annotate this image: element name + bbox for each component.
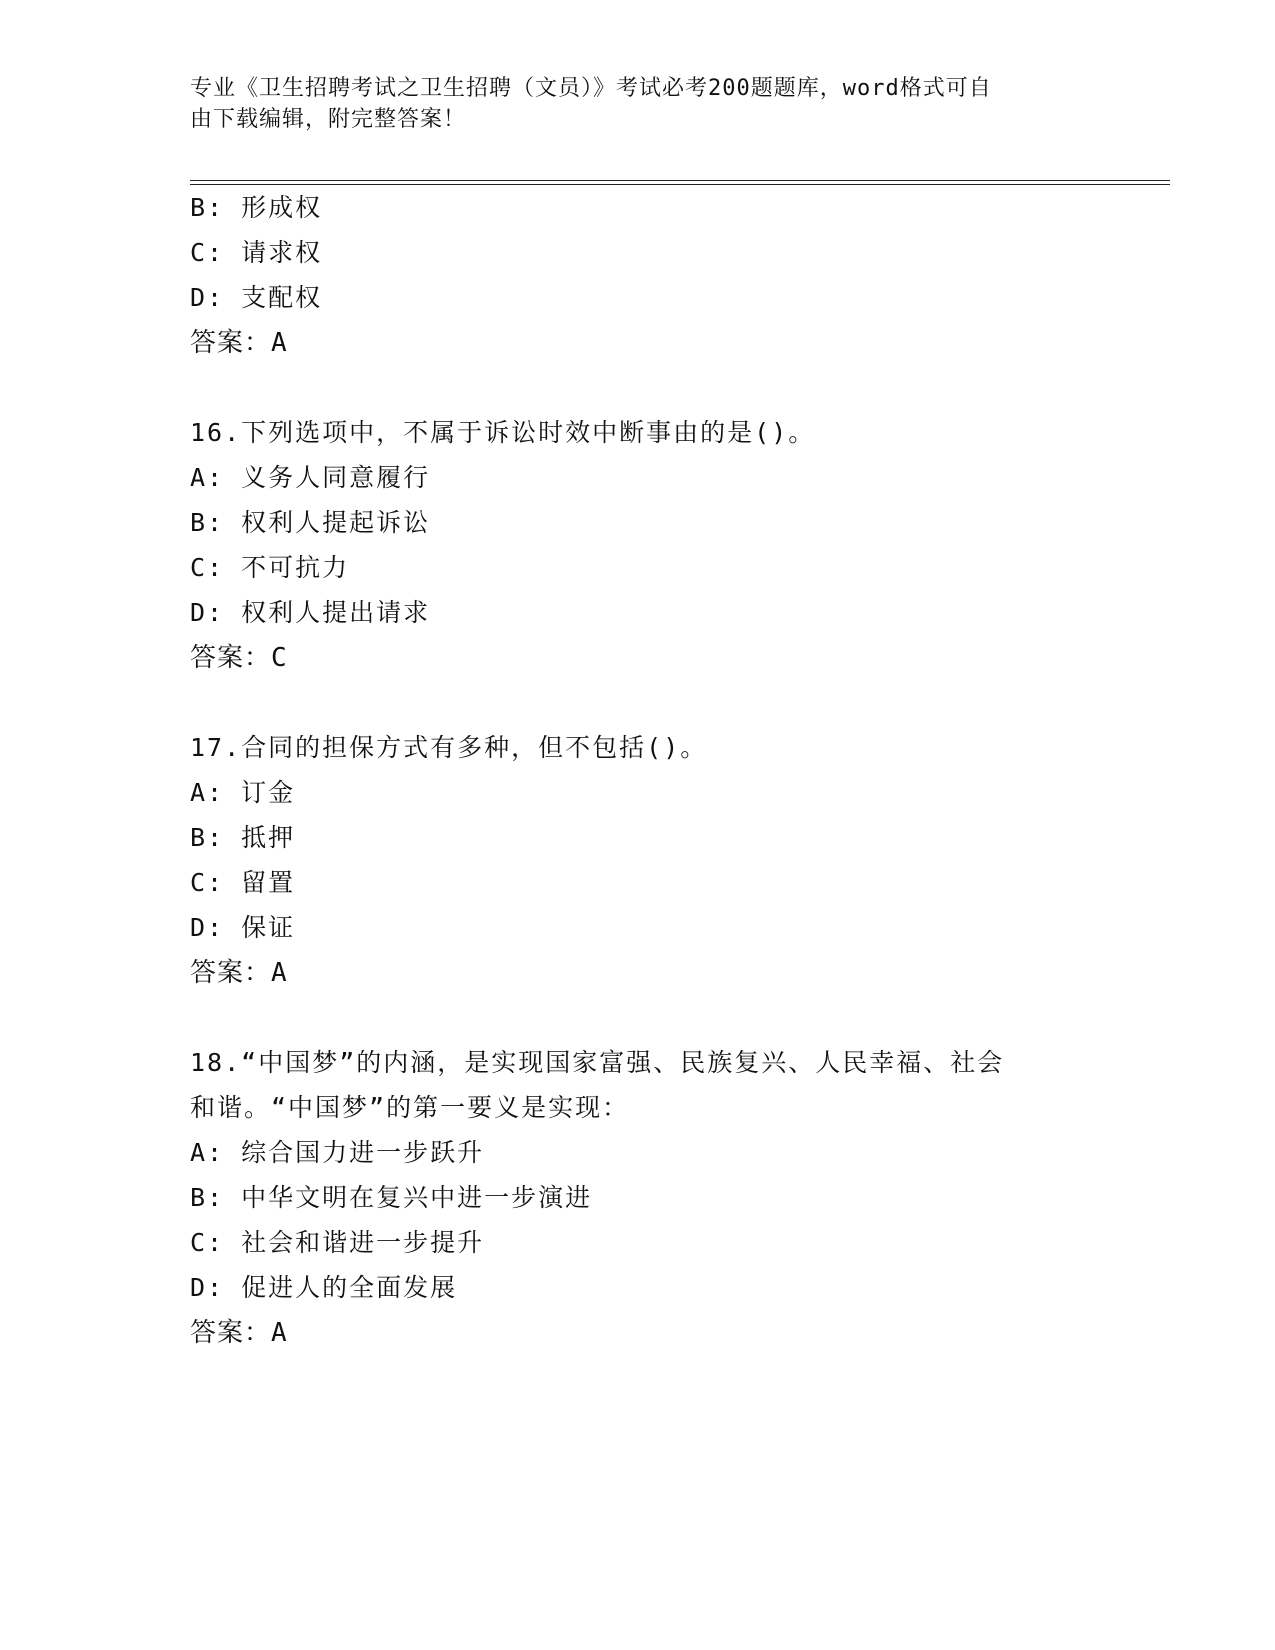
q16-answer: 答案：C: [190, 643, 288, 673]
q15-option-d: D: 支配权: [190, 283, 323, 312]
q18-option-b: B: 中华文明在复兴中进一步演进: [190, 1183, 593, 1212]
q18-answer: 答案：A: [190, 1318, 288, 1348]
q16-stem: 16.下列选项中，不属于诉讼时效中断事由的是()。: [190, 418, 816, 447]
q18-stem-line-2: 和谐。“中国梦”的第一要义是实现：: [190, 1093, 630, 1122]
q16-option-d: D: 权利人提出请求: [190, 598, 431, 627]
q18-option-d: D: 促进人的全面发展: [190, 1273, 458, 1302]
q16-option-a: A: 义务人同意履行: [190, 463, 431, 492]
q17-option-a: A: 订金: [190, 778, 296, 807]
header-divider-bottom: [190, 184, 1170, 185]
q17-option-b: B: 抵押: [190, 823, 296, 852]
document-header: [190, 73, 1090, 135]
q17-option-c: C: 留置: [190, 868, 296, 897]
q17-answer: 答案：A: [190, 958, 288, 988]
q16-option-c: C: 不可抗力: [190, 553, 350, 582]
q15-option-b: B: 形成权: [190, 193, 323, 222]
q18-option-a: A: 综合国力进一步跃升: [190, 1138, 485, 1167]
q17-option-d: D: 保证: [190, 913, 296, 942]
q18-option-c: C: 社会和谐进一步提升: [190, 1228, 485, 1257]
q15-answer: 答案：A: [190, 328, 288, 358]
q18-stem-line-1: 18.“中国梦”的内涵，是实现国家富强、民族复兴、人民幸福、社会: [190, 1048, 1005, 1077]
header-divider-top: [190, 180, 1170, 181]
header-line-1: 专业《卫生招聘考试之卫生招聘（文员）》考试必考200题题库，word格式可自: [190, 76, 992, 101]
header-line-2: 由下载编辑，附完整答案！: [190, 107, 467, 132]
q15-option-c: C: 请求权: [190, 238, 323, 267]
q17-stem: 17.合同的担保方式有多种，但不包括()。: [190, 733, 708, 762]
q16-option-b: B: 权利人提起诉讼: [190, 508, 431, 537]
